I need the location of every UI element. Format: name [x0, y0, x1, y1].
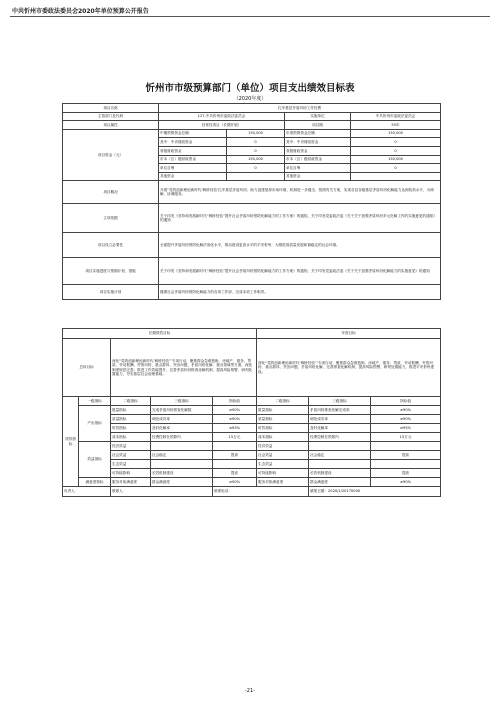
- fill-date-label: 填报日期：: [310, 489, 328, 494]
- annual-indicator-value: ≥90%: [371, 406, 441, 415]
- annual-indicator-value: 提高: [371, 451, 441, 460]
- fund-row-label: 省级财政资金: [285, 146, 351, 155]
- fund-row-value: 0: [227, 146, 285, 155]
- phone-field: [213, 487, 309, 497]
- overview-label: 项目概况: [63, 181, 159, 204]
- indicator-value: [213, 460, 257, 469]
- impl-value: 中共忻州市委政法委员会: [351, 112, 441, 121]
- level3-indicator: 完成矛盾纠纷排查化解数: [151, 406, 213, 415]
- col-header: 指标值: [213, 397, 257, 406]
- annual-level2-indicator: 可持续影响: [257, 469, 309, 478]
- long-goal-header: 长期绩效目标: [63, 329, 257, 339]
- level2-indicator: 数量指标: [111, 406, 151, 415]
- fill-date-value: 2020/1/20170000: [328, 489, 361, 494]
- attr-value: 经常性项目（长期开展）: [159, 121, 285, 130]
- fund-row-label: 省级财政资金: [159, 146, 227, 155]
- long-goal-text: 深化“党的创新理论新时代‘枫桥经验’”专项行动，聚焦群众急难愁盼、房地产、债务、贷款、劳动报酬、劳资纠纷、重点群体、突出问题、矛盾纠纷化解、重点领域等方面，深化制度规范完善；推进工作效能提升，完善矛盾纠纷排查化解机制，提高风险预警、研判处置能力，夯实基层社会治理基础。: [111, 339, 257, 397]
- annual-goal-header: 年度目标: [257, 329, 441, 339]
- level2-indicator: 可持续影响: [111, 469, 151, 478]
- level3-indicator: 社会稳定: [151, 451, 213, 460]
- fund-label: 项目资金（元）: [63, 129, 159, 181]
- fund-row-value: [227, 172, 285, 181]
- indicator-value: [213, 442, 257, 451]
- table-year: （2020年度）: [233, 96, 267, 102]
- table-title: 忻州市市级预算部门（单位）项目支出绩效目标表: [145, 83, 355, 94]
- annual-level2-indicator: 成本指标: [257, 433, 309, 442]
- annual-indicator-value: ≥90%: [371, 415, 441, 424]
- annual-indicator-value: ≥95%: [371, 424, 441, 433]
- annual-level3-indicator: [309, 460, 371, 469]
- contact-field: [111, 487, 213, 497]
- overview-text: 开展“党的创新理论新时代‘枫桥经验’扎牢基层矛盾纠纷、助力创建宽厚市场环境、机制进一步健全，按照有关方案，实现各县各级基层矛盾纠纷化解能力达到较高水平，为调解、协调服务。: [159, 181, 441, 204]
- page-number: -21-: [245, 688, 255, 694]
- annual-indicator-value: 15万元: [371, 433, 441, 442]
- indicator-value: 提高: [213, 451, 257, 460]
- fund-row-label: 市本（区）级财政资金: [285, 155, 351, 164]
- project-name: 扎牢基层矛盾纠纷工作经费: [159, 104, 441, 113]
- level2-indicator: 社会效益: [111, 451, 151, 460]
- contact-label: 联系人：: [112, 489, 127, 494]
- fund-row-value: 0: [227, 164, 285, 173]
- level3-indicator: 调处成功率: [151, 415, 213, 424]
- fund-row-label: 单位自筹: [159, 164, 227, 173]
- level3-indicator: 经费控制在预算内: [151, 433, 213, 442]
- basis-label: 立项依据: [63, 204, 159, 233]
- level2-indicator: 生态效益: [111, 460, 151, 469]
- total-label: 中期预算资金总额：: [159, 129, 227, 138]
- fund-row-value: 0: [227, 138, 285, 147]
- annual-level2-indicator: 服务对象满意度: [257, 478, 309, 487]
- annual-indicator-value: ≥90%: [371, 478, 441, 487]
- level1-indicator: 效益指标: [79, 442, 111, 478]
- level2-indicator: 成本指标: [111, 433, 151, 442]
- schedule-text: 健康社会矛盾纠纷预防化解能力的各项工作部，完成本项工作职责。: [159, 285, 441, 300]
- annual-indicator-value: 提高: [371, 469, 441, 478]
- indicator-value: ≥95%: [213, 424, 257, 433]
- indicator-value: ≥90%: [213, 406, 257, 415]
- perf-indicator-label: 绩效指标: [63, 397, 79, 487]
- annual-level3-indicator: 调处成功率: [309, 415, 371, 424]
- overall-goal-label: 总体目标: [63, 339, 111, 397]
- fund-row-value: [351, 172, 441, 181]
- fund-row-label: 其他资金: [159, 172, 227, 181]
- level2-indicator: 服务对象满意度: [111, 478, 151, 487]
- annual-indicator-value: [371, 442, 441, 451]
- level2-indicator: 时效指标: [111, 424, 151, 433]
- fund-row-value: 150,000: [351, 155, 441, 164]
- annual-level2-indicator: 时效指标: [257, 424, 309, 433]
- col-header: 三级指标: [309, 397, 371, 406]
- fill-date-field: [309, 487, 441, 497]
- level1-indicator: 满意度指标: [79, 478, 111, 487]
- annual-level3-indicator: 长效机制建设: [309, 469, 371, 478]
- period-label: 项目期: [285, 121, 351, 130]
- annual-level3-indicator: 群众满意度: [309, 478, 371, 487]
- fund-row-value: 0: [351, 138, 441, 147]
- performance-table: [62, 328, 441, 497]
- plan-label: 项目实施进度与预期计划、措施: [63, 258, 159, 285]
- indicator-value: 提高: [213, 469, 257, 478]
- annual-total-label: 年度预算资金总额：: [285, 129, 351, 138]
- dept-value: 127-中共忻州市委政法委员会: [159, 112, 285, 121]
- annual-indicator-value: [371, 460, 441, 469]
- period-value: 55年: [351, 121, 441, 130]
- level3-indicator: [151, 442, 213, 451]
- annual-level3-indicator: 经费控制在预算内: [309, 433, 371, 442]
- annual-level2-indicator: 数量指标: [257, 406, 309, 415]
- fund-row-label: 其中：中央财政资金: [285, 138, 351, 147]
- col-header: 二级指标: [257, 397, 309, 406]
- fund-row-label: 其中：中央财政资金: [159, 138, 227, 147]
- plan-text: 关于印发《坚持和发展新时代“枫桥经验”提升社会矛盾纠纷预防化解能力的工作方案》的通知，关于印发党委政法委《关于关于加强矛盾纠纷化解能力的实施意见》的通知: [159, 258, 441, 285]
- phone-label: 联系电话：: [214, 489, 232, 494]
- fund-row-value: 150,000: [227, 155, 285, 164]
- level2-indicator: 质量指标: [111, 415, 151, 424]
- fund-row-value: 0: [351, 146, 441, 155]
- dept-label: 主管部门及代码: [63, 112, 159, 121]
- fund-row-value: 0: [351, 164, 441, 173]
- annual-level2-indicator: 质量指标: [257, 415, 309, 424]
- annual-level3-indicator: [309, 442, 371, 451]
- project-info-table: [62, 103, 441, 300]
- annual-level2-indicator: 生态效益: [257, 460, 309, 469]
- indicator-value: ≥90%: [213, 415, 257, 424]
- fund-row-label: 其他资金: [285, 172, 351, 181]
- attr-label: 项目属性: [63, 121, 159, 130]
- total-value: 150,000: [227, 129, 285, 138]
- indicator-value: ≥90%: [213, 478, 257, 487]
- leader-field: [63, 487, 111, 497]
- col-header: 三级指标: [151, 397, 213, 406]
- annual-level3-indicator: 社会稳定: [309, 451, 371, 460]
- col-header: 二级指标: [111, 397, 151, 406]
- schedule-label: 项目实施计划: [63, 285, 159, 300]
- level3-indicator: 长效机制建设: [151, 469, 213, 478]
- fund-row-label: 市本（区）级财政资金: [159, 155, 227, 164]
- annual-level3-indicator: 及时化解率: [309, 424, 371, 433]
- annual-goal-text: 深化“党的创新理论新时代‘枫桥经验’”专项行动，聚焦群众急难愁盼、房地产、债务、贷款、劳动报酬、劳资纠纷、重点群体、突出问题、矛盾纠纷化解，完善排查化解机制，提高风险预警、研判处置能力，推进平安忻州建设。: [257, 339, 441, 397]
- leader-label: 负责人：: [64, 489, 79, 494]
- basis-text: 关于印发《坚持和发展新时代“枫桥经验”提升社会矛盾纠纷预防化解能力的工作方案》的通知，关于印发党委政法委《关于关于加强矛盾纠纷多元化解工作的实施意见的通知》的通知: [159, 204, 441, 233]
- necessity-label: 项目设立必要性: [63, 233, 159, 258]
- col-header: 指标值: [371, 397, 441, 406]
- necessity-text: 全面提升矛盾纠纷预防化解法治化水平，推动建设更高水平的平安忻州，为推进高质量发展和谐稳定的社会环境。: [159, 233, 441, 258]
- annual-level3-indicator: 矛盾纠纷排查化解完成率: [309, 406, 371, 415]
- level3-indicator: [151, 460, 213, 469]
- fund-row-label: 单位自筹: [285, 164, 351, 173]
- level1-indicator: 产出指标: [79, 406, 111, 442]
- annual-level2-indicator: 经济效益: [257, 442, 309, 451]
- level2-indicator: 经济效益: [111, 442, 151, 451]
- level3-indicator: 及时化解率: [151, 424, 213, 433]
- annual-total-value: 150,000: [351, 129, 441, 138]
- indicator-value: 15万元: [213, 433, 257, 442]
- impl-label: 实施单位: [285, 112, 351, 121]
- project-name-label: 项目名称: [63, 104, 159, 113]
- header-rule: [10, 16, 490, 17]
- running-header: 中共忻州市委政法委员会2020年单位预算公开报告: [12, 8, 149, 15]
- level3-indicator: 群众满意度: [151, 478, 213, 487]
- col-header: 一级指标: [79, 397, 111, 406]
- annual-level2-indicator: 社会效益: [257, 451, 309, 460]
